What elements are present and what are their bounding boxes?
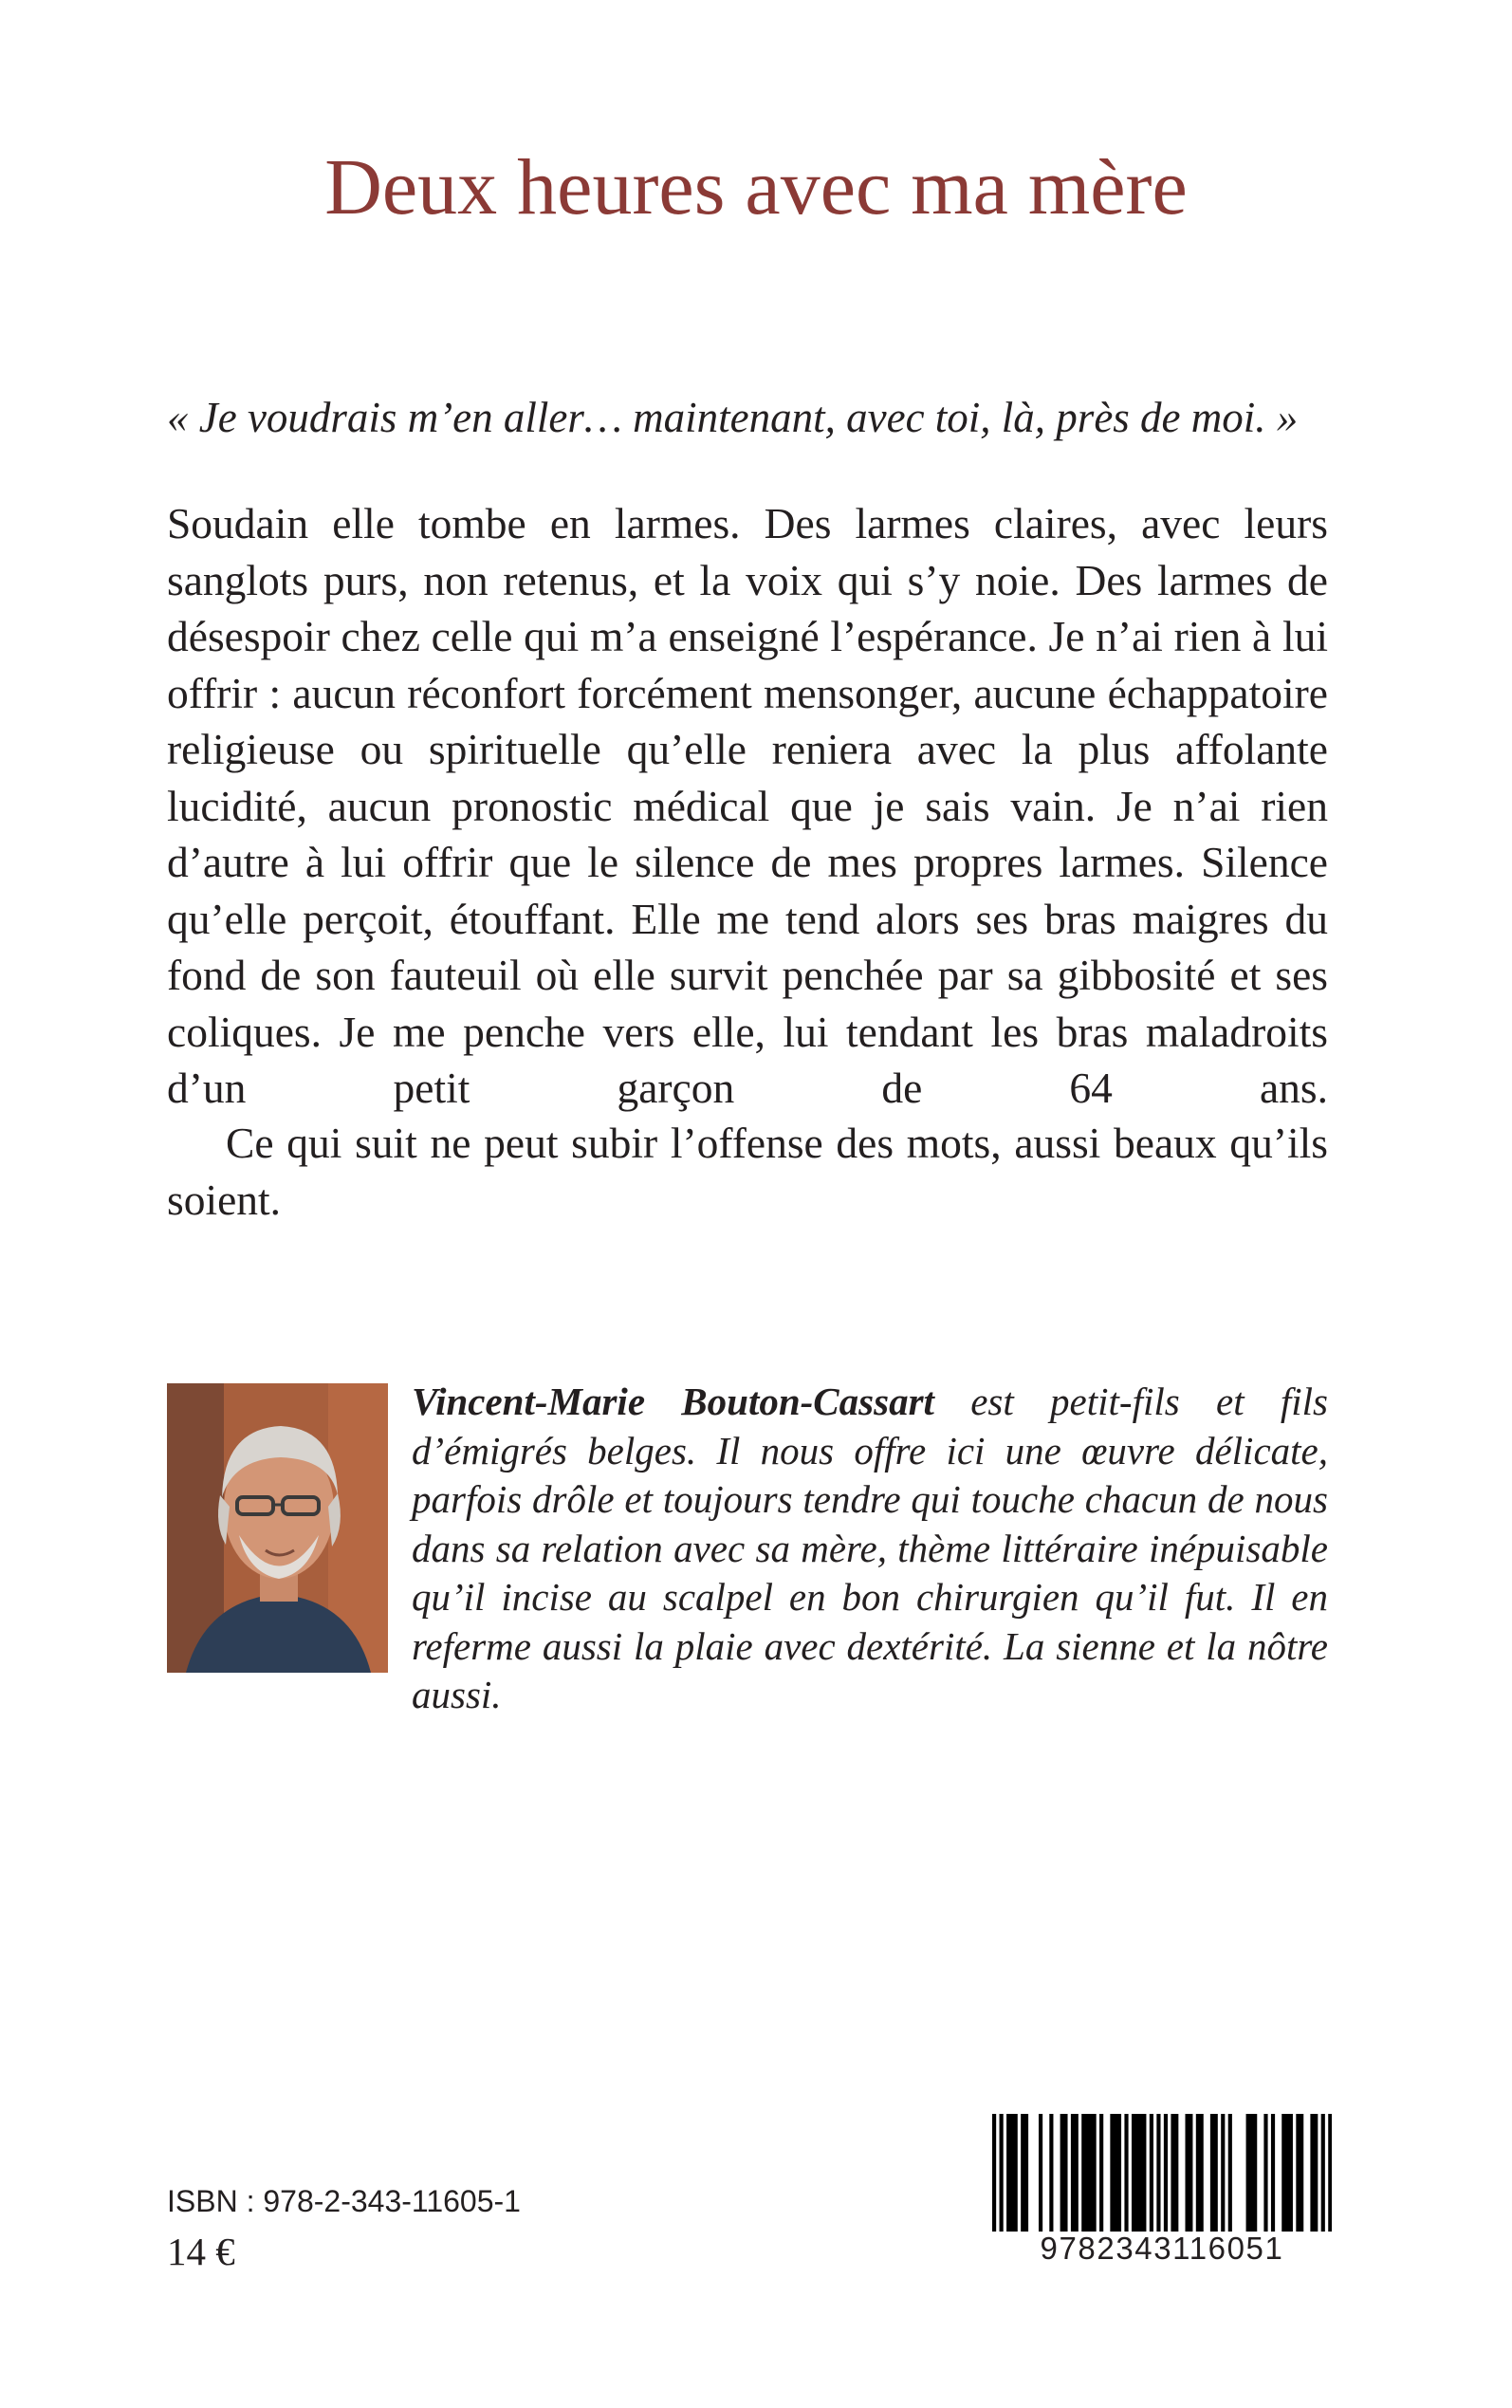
barcode-bar xyxy=(1228,2114,1232,2232)
opening-quote: « Je voudrais m’en aller… maintenant, avec toi, là, près de moi. » xyxy=(167,394,1299,441)
body-paragraph-1: Soudain elle tombe en larmes. Des larmes claires, avec leurs sanglots purs, non retenus, et la voix qui s’y noie. Des larmes de désespoir chez celle qui m’a enseigné l’espérance. Je n’ai rien à lui offrir : aucun réconfort forcément mensonger, aucune échappatoire religieuse ou spirituelle qu’elle reniera avec la plus affolante lucidité, aucun pronostic médical que je sais vain. Je n’ai rien d’autre à lui offrir que le silence de mes propres larmes. Silence qu’elle perçoit, étouffant. Elle me tend alors ses bras maigres du fond de son fauteuil où elle survit penchée par sa gibbosité et ses coliques. Je me penche vers elle, lui tendant les bras maladroits d’un petit garçon de 64 ans. xyxy=(167,499,1328,1112)
barcode-bar xyxy=(1139,2114,1143,2232)
barcode-bar xyxy=(1135,2114,1139,2232)
barcode-bar xyxy=(1093,2114,1097,2232)
price: 14 € xyxy=(167,2230,235,2273)
barcode-bar xyxy=(1314,2114,1318,2232)
barcode-bar xyxy=(1174,2114,1178,2232)
barcode-bar xyxy=(1000,2114,1004,2232)
barcode-bar xyxy=(1075,2114,1079,2232)
barcode-bar xyxy=(1321,2114,1325,2232)
isbn: ISBN : 978-2-343-11605-1 xyxy=(167,2184,521,2218)
barcode-bar xyxy=(1039,2114,1042,2232)
barcode-bar xyxy=(1285,2114,1289,2232)
barcode-bar xyxy=(1221,2114,1225,2232)
author-photo xyxy=(167,1383,388,1673)
author-bio xyxy=(412,1378,1328,1720)
barcode-bar xyxy=(1142,2114,1146,2232)
barcode-bar xyxy=(1300,2114,1303,2232)
barcode-bar xyxy=(1110,2114,1114,2232)
barcode-bar xyxy=(1210,2114,1214,2232)
barcode-bar xyxy=(1089,2114,1093,2232)
barcode-digits: 9782343116051 xyxy=(1040,2231,1284,2266)
barcode-bar xyxy=(1114,2114,1117,2232)
barcode-bar xyxy=(1263,2114,1267,2232)
barcode-bar xyxy=(1099,2114,1103,2232)
barcode-bar xyxy=(1196,2114,1200,2232)
barcode-bar xyxy=(1164,2114,1168,2232)
barcode-bar xyxy=(1171,2114,1174,2232)
barcode-bar xyxy=(1010,2114,1014,2232)
barcode-bar xyxy=(1063,2114,1067,2232)
barcode-bar xyxy=(1132,2114,1135,2232)
barcode-bar xyxy=(1081,2114,1085,2232)
barcode-bar xyxy=(1150,2114,1153,2232)
barcode-bar xyxy=(1249,2114,1253,2232)
barcode-bar xyxy=(1014,2114,1018,2232)
barcode-bar xyxy=(1071,2114,1075,2232)
barcode-bar xyxy=(1117,2114,1121,2232)
barcode-bar xyxy=(1214,2114,1218,2232)
barcode-bar xyxy=(1006,2114,1010,2232)
barcode-bar xyxy=(1156,2114,1160,2232)
barcode-bar xyxy=(1271,2114,1275,2232)
barcode-bar xyxy=(1246,2114,1250,2232)
barcode-bar xyxy=(1024,2114,1028,2232)
barcode-bar xyxy=(1021,2114,1024,2232)
barcode-bar xyxy=(1085,2114,1089,2232)
author-name: Vincent-Marie Bouton-Cassart xyxy=(412,1380,934,1423)
barcode-bar xyxy=(1124,2114,1128,2232)
author-bio-text: est petit-fils et fils d’émigrés belges. Il nous offre ici une œuvre délicate, parfois drôle et toujours tendre qui touche chacun de nous dans sa relation avec sa mère, thème littéraire inépuisable qu’il incise au scalpel en bon chirurgien qu’il fut. Il en referme aussi la plaie avec dextérité. La sienne et la nôtre aussi. xyxy=(412,1380,1328,1716)
barcode-bar xyxy=(1060,2114,1064,2232)
barcode-bar xyxy=(1296,2114,1300,2232)
barcode-bar xyxy=(1328,2114,1332,2232)
barcode-bar xyxy=(992,2114,996,2232)
barcode-bar xyxy=(1289,2114,1293,2232)
barcode-bar xyxy=(1185,2114,1189,2232)
barcode-bar xyxy=(1310,2114,1314,2232)
barcode-bar xyxy=(1200,2114,1204,2232)
body-paragraph-2: Ce qui suit ne peut subir l’offense des mots, aussi beaux qu’ils soient. xyxy=(167,1119,1328,1224)
barcode-bar xyxy=(1253,2114,1257,2232)
barcode-bar xyxy=(1049,2114,1053,2232)
book-title: Deux heures avec ma mère xyxy=(324,143,1188,232)
barcode-bar xyxy=(1282,2114,1285,2232)
barcode-bar xyxy=(1189,2114,1192,2232)
